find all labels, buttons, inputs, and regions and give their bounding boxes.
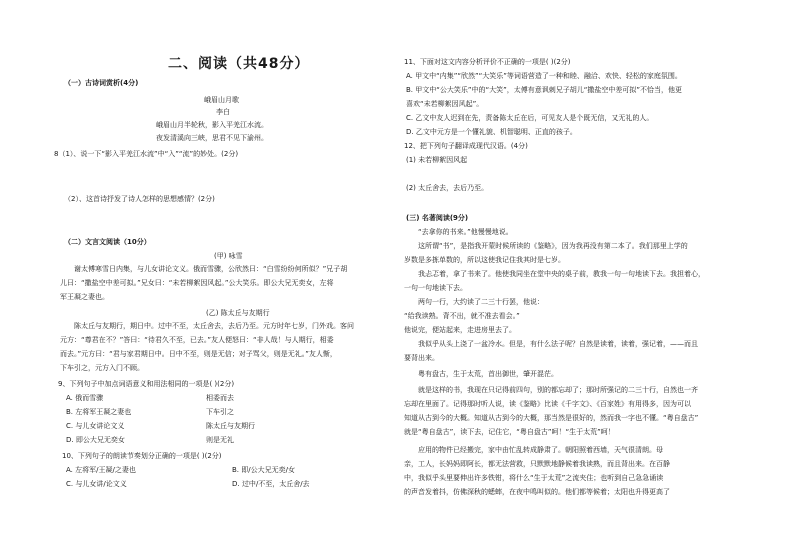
excerpt-paragraph: 就是“粤自盘古”，读下去，记住它，“粤自盘古”呵！“生于太荒”呵！: [404, 428, 615, 436]
q10-option-a: A. 左将军/王凝/之妻也: [66, 466, 136, 474]
excerpt-paragraph: 岁数是多拣单数的，所以这使我记住我其时是七岁。: [404, 256, 565, 264]
excerpt-paragraph: “去拿你的书来。”他慢慢地说。: [418, 228, 513, 236]
q10-option-b: B. 即/公大兄无奕/女: [232, 466, 295, 474]
q11-option-b-cont: 喜欢“未若柳絮因风起”。: [406, 100, 484, 108]
question-9: 9、下列句子中加点词语意义和用法相同的一项是( )(2分): [58, 380, 235, 388]
passage-yi-text: 元方：“尊君在不？”答曰：“待君久不至，已去。”友人便怒曰：“非人哉！与人期行，相委: [60, 336, 334, 344]
question-8-1: 8（1）、说一下“影入平羌江水流”中“入”“流”的妙处。(2分): [54, 150, 239, 158]
passage-jia-title: (甲) 咏雪: [214, 252, 243, 260]
q9-option-a-pair: 相委而去: [206, 394, 234, 402]
q12-sentence-1: (1) 未若柳絮因风起: [406, 156, 468, 164]
excerpt-paragraph: 应用的物件已经搬完，家中由忙乱转成静肃了。朝阳照着西墙，天气很清朗。母: [418, 446, 663, 454]
passage-yi-text: 下车引之，元方入门不顾。: [60, 364, 144, 372]
q9-option-c-pair: 陈太丘与友期行: [206, 422, 255, 430]
q11-option-d: D. 乙文中元方是一个懂礼貌、机智聪明、正直的孩子。: [406, 128, 577, 136]
excerpt-paragraph: 我忐忑着，拿了书来了。他使我同坐在堂中央的桌子前，教我一句一句地读下去。我担着心，: [418, 270, 705, 278]
q9-option-a: A. 俄而雪骤: [66, 394, 104, 402]
q9-option-d-pair: 则是无礼: [206, 436, 234, 444]
passage-yi-text: 陈太丘与友期行，期日中。过中不至，太丘舍去，去后乃至。元方时年七岁，门外戏。客问: [74, 322, 354, 330]
excerpt-paragraph: 就是这样的书，我现在只记得前四句，别的都忘却了；那时所强记的二三十行，自然也一齐: [418, 386, 698, 394]
question-8-2: （2）、这首诗抒发了诗人怎样的思想感情？(2分): [64, 195, 215, 203]
passage-jia-text: 儿曰：“撒盐空中差可拟。”兄女曰：“未若柳絮因风起。”公大笑乐。即公大兄无奕女，左将: [60, 279, 334, 287]
excerpt-paragraph: 粤有盘古，生于太荒，首出御世，肇开混茫。: [418, 370, 558, 378]
q9-option-b: B. 左将军王凝之妻也: [66, 408, 132, 416]
classic-reading-heading: (三) 名著阅读(9分): [406, 214, 469, 222]
excerpt-paragraph: 忘却在里面了。记得那时听人说，读《鉴略》比读《千字文》、《百家姓》有用得多，因为可以: [404, 400, 691, 408]
q10-option-d: D. 过中/不至，太丘舍/去: [232, 480, 310, 488]
poem-line-1: 峨眉山月半轮秋，影入平羌江水流。: [156, 121, 268, 129]
excerpt-paragraph: “给我读熟。背不出，就不准去看会。”: [404, 312, 520, 320]
q9-option-c: C. 与儿女讲论文义: [66, 422, 125, 430]
excerpt-paragraph: 的声音发着抖，仿佛深秋的蟋蟀，在夜中鸣叫似的。他们都等候着；太阳也升得更高了: [404, 488, 670, 496]
poetry-section-heading: （一）古诗词赏析(4分): [64, 79, 139, 87]
excerpt-paragraph: 这所谓“书”，是指我开蒙时候所读的《鉴略》，因为我再没有第二本了。我们那里上学的: [418, 242, 688, 250]
poem-author: 李白: [216, 108, 230, 116]
q11-option-a: A. 甲文中“内集”“欣然”“大笑乐”等词语营造了一种和睦、融洽、欢快、轻松的家庭氛围。: [406, 72, 682, 80]
section-title: 二、阅读（共48分）: [168, 56, 310, 72]
excerpt-paragraph: 他说完，便站起来，走进房里去了。: [404, 326, 516, 334]
excerpt-paragraph: 我似乎从头上浇了一盆冷水。但是，有什么法子呢？自然是读着，读着，强记着，——而且: [418, 340, 698, 348]
q9-option-d: D. 即公大兄无奕女: [66, 436, 125, 444]
excerpt-paragraph: 要背出来。: [404, 354, 439, 362]
question-11: 11、下面对这文内容分析评价不正确的一项是( )(2分): [404, 58, 571, 66]
excerpt-paragraph: 两句一行，大约读了二三十行罢，他说：: [418, 298, 544, 306]
passage-yi-text: 而去。”元方曰：“君与家君期日中。日中不至，则是无信；对子骂父，则是无礼。”友人惭，: [60, 350, 337, 358]
q11-option-b: B. 甲文中“公大笑乐”中的“大笑”，太傅有意讽刺兄子胡儿“撒盐空中差可拟”不恰当，他更: [406, 86, 683, 94]
excerpt-paragraph: 一句一句地读下去。: [404, 284, 467, 292]
poem-title: 峨眉山月歌: [204, 96, 239, 104]
q11-option-c: C. 乙文中友人迟到在先，责备陈太丘在后，可见友人是个既无信，又无礼的人。: [406, 114, 654, 122]
passage-jia-text: 军王凝之妻也。: [60, 293, 109, 301]
poem-line-2: 夜发清溪向三峡，思君不见下渝州。: [156, 134, 268, 142]
passage-jia-text: 谢太傅寒雪日内集，与儿女讲论文义。俄而雪骤，公欣然曰：“白雪纷纷何所似？”兄子胡: [74, 265, 348, 273]
q10-option-c: C. 与儿女讲/论文义: [66, 480, 127, 488]
excerpt-paragraph: 知道从古到今的大概。知道从古到今的大概，那当然是很好的，然而我一字也不懂。“粤自盘古”: [404, 414, 699, 422]
question-10: 10、下列句子的朗读节奏划分正确的一项是( )(2分): [62, 452, 222, 460]
classical-section-heading: （二）文言文阅读（10分）: [64, 238, 151, 246]
passage-yi-title: (乙) 陈太丘与友期行: [206, 309, 270, 317]
q12-sentence-2: (2) 太丘舍去，去后乃至。: [406, 184, 489, 192]
excerpt-paragraph: 中，我似乎头里要伸出许多铁钳，将什么“生于太荒”之流夹住；也听到自己急急诵读: [404, 474, 664, 482]
question-12: 12、把下列句子翻译成现代汉语。(4分): [404, 142, 528, 150]
q9-option-b-pair: 下车引之: [206, 408, 234, 416]
excerpt-paragraph: 亲，工人，长妈妈即阿长，都无法营救，只默默地静候着我读熟，而且背出来。在百静: [404, 460, 670, 468]
